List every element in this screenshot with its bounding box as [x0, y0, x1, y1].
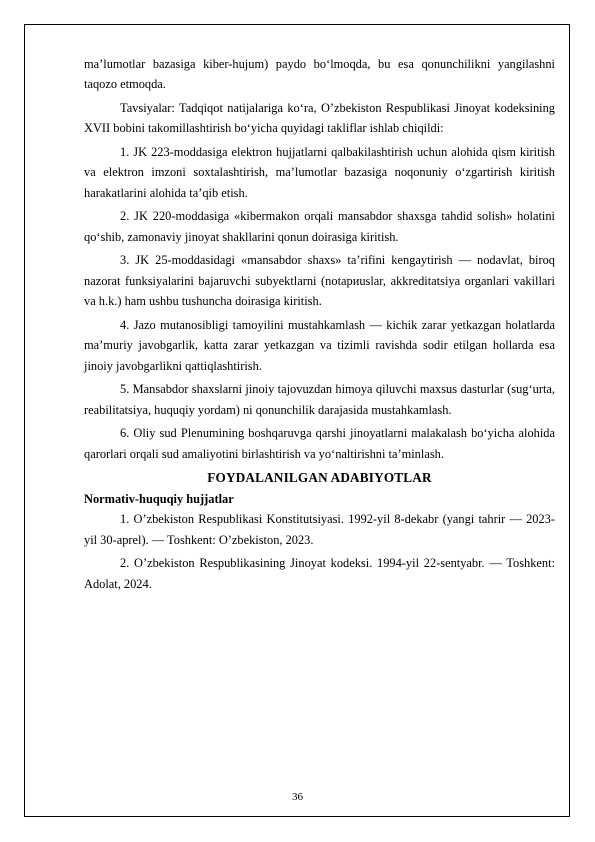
paragraph-continuation: ma’lumotlar bazasiga kiber-hujum) paydo bo‘lmoqda, bu esa qonunchilikni yangilashni taqozo etmoqda.	[84, 57, 555, 92]
recommendation-item-3: 3. JK 25-moddasidagi «mansabdor shaxs» ta’rifini kengaytirish — nodavlat, biroq nazorat funksiyalarini bajaruvchi subyektlarni (notapиuslar, akkreditatsiya organlari vakillari va h.k.) ham ushbu tushuncha doirasiga kiritish.	[84, 253, 555, 309]
recommendation-item-4: 4. Jazo mutanosibligi tamoyilini mustahkamlash — kichik zarar yetkazgan holatlarda ma’muriy javobgarlik, katta zarar yetkazgan va tizimli ravishda sodir etilgan hollarda esa jinoiy javobgarlikni qattiqlashtirish.	[84, 317, 555, 373]
reference-item-1: 1. O’zbekiston Respublikasi Konstitutsiyasi. 1992-yil 8-dekabr (yangi tahrir — 2023-yil 30-aprel). — Toshkent: O’zbekiston, 2023.	[84, 512, 555, 547]
document-body	[84, 54, 555, 597]
references-subheading: Normativ-huquqiy hujjatlar	[84, 492, 234, 507]
references-title: FOYDALANILGAN ADABIYOTLAR	[207, 470, 432, 486]
recommendation-item-2: 2. JK 220-moddasiga «kibermakon orqali mansabdor shaxsga tahdid solish» holatini qo‘shib, zamonaviy jinoyat shakllarini qonun doirasiga kiritish.	[84, 209, 555, 244]
recommendation-item-1: 1. JK 223-moddasiga elektron hujjatlarni qalbakilashtirish uchun alohida qism kiritish va elektron imzoni soxtalashtirish, ma’lumotlar bazasiga noqonuniy o‘zgartirish kiritish harakatlarini alohida ta’qib etish.	[84, 145, 555, 200]
reference-item-2: 2. O’zbekiston Respublikasining Jinoyat kodeksi. 1994-yil 22-sentyabr. — Toshkent: Adolat, 2024.	[84, 556, 555, 591]
page-number: 36	[292, 791, 303, 803]
recommendation-item-5: 5. Mansabdor shaxslarni jinoiy tajovuzdan himoya qiluvchi maxsus dasturlar (sug‘urta, reabilitatsiya, huquqiy yordam) ni qonunchilik darajasida mustahkamlash.	[84, 382, 555, 417]
recommendation-item-6: 6. Oliy sud Plenumining boshqaruvga qarshi jinoyatlarni malakalash bo‘yicha alohida qarorlari orqali sud amaliyotini birlashtirish va yo‘naltirishni ta’minlash.	[84, 426, 555, 461]
paragraph-recommendations: Tavsiyalar: Tadqiqot natijalariga ko‘ra, O’zbekiston Respublikasi Jinoyat kodeksining XVII bobini takomillashtirish bo‘yicha quyidagi takliflar ishlab chiqildi:	[84, 101, 555, 136]
